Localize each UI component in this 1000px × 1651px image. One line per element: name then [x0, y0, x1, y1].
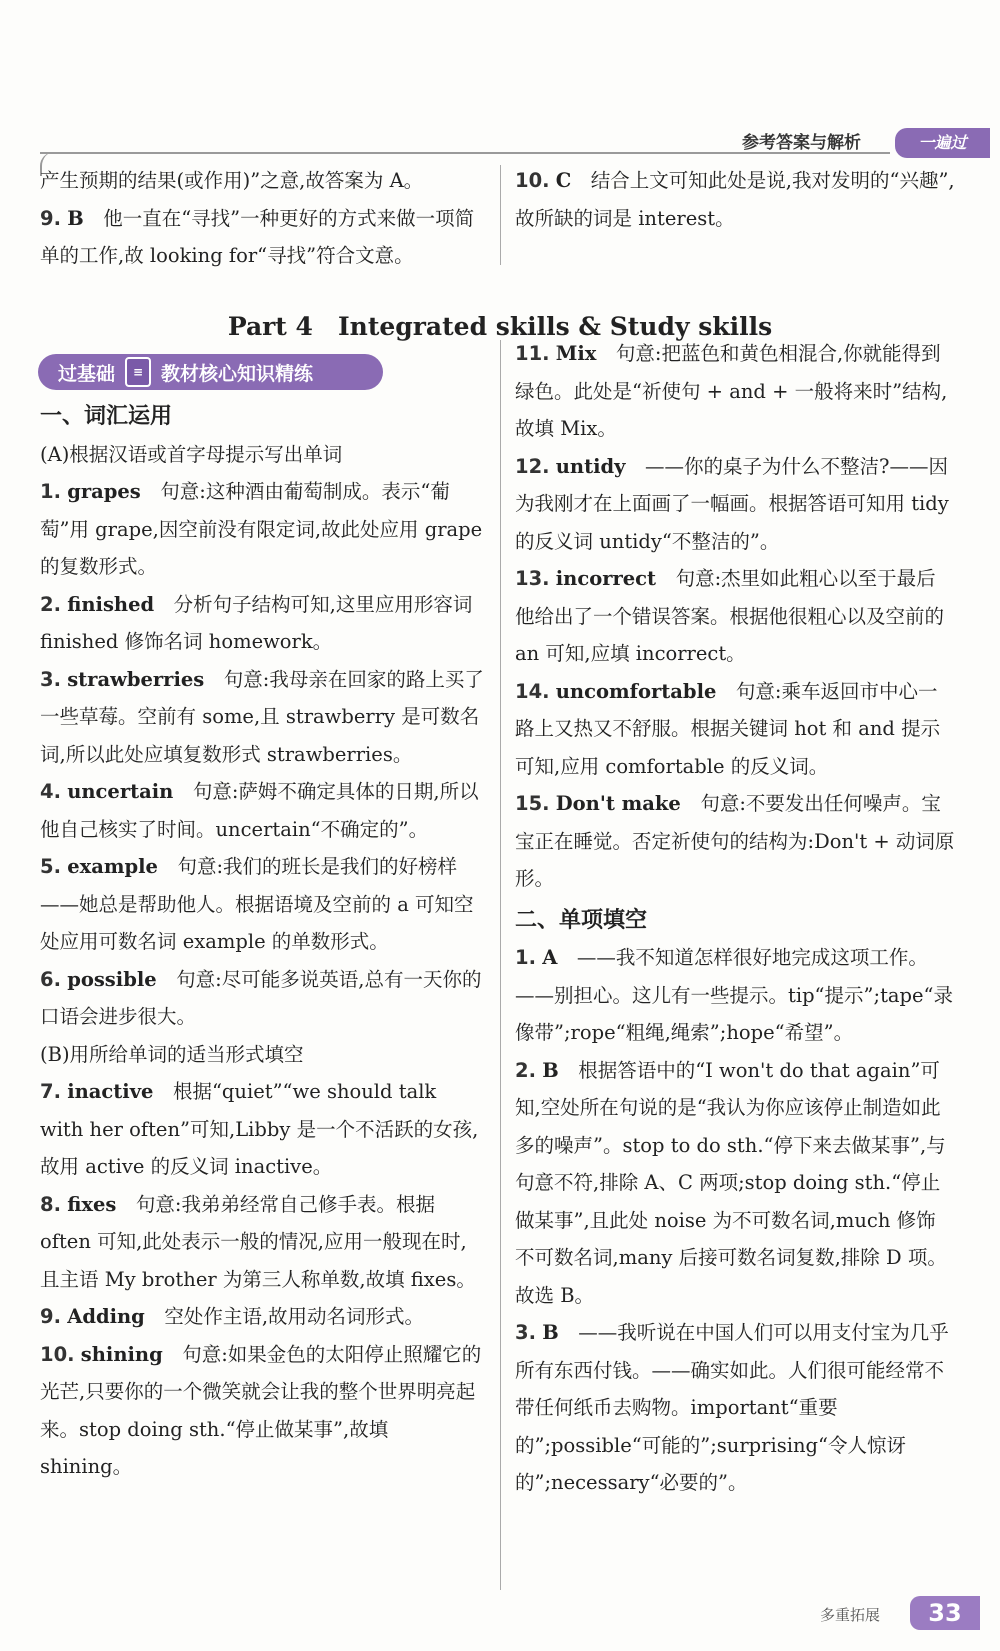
- item-explanation: 句意:杰里如此粗心以至于最后他给出了一个错误答案。根据他很粗心以及空前的 an 可知,应填 incorrect。: [515, 567, 945, 665]
- section1-subB: (B)用所给单词的适当形式填空: [40, 1042, 304, 1066]
- footer-tag: 多重拓展: [820, 1606, 881, 1624]
- item-explanation: ——我听说在中国人们可以用支付宝为几乎所有东西付钱。——确实如此。人们很可能经常不带任何纸币去购物。important“重要的”;possible“可能的”;surprising“令人惊讶的”;necessary“必要的”。: [515, 1321, 949, 1494]
- answer-item: [40, 200, 485, 275]
- item-answer: incorrect: [555, 567, 657, 590]
- item-answer: uncomfortable: [555, 679, 717, 703]
- part-title: Part 4 Integrated skills & Study skills: [227, 312, 773, 341]
- item-explanation: 产生预期的结果(或作用)”之意,故答案为 A。: [40, 169, 424, 192]
- item-number: 4.: [40, 780, 61, 803]
- answer-item: [40, 1336, 485, 1486]
- answer-item: [515, 1052, 955, 1315]
- item-answer: example: [67, 855, 158, 878]
- item-explanation: 句意:我母亲在回家的路上买了一些草莓。空前有 some,且 strawberry 是可数名词,所以此处应填复数形式 strawberries。: [40, 667, 484, 766]
- item-explanation: 句意:萨姆不确定具体的日期,所以他自己核实了时间。uncertain“不确定的”。: [40, 780, 479, 841]
- item-answer: fixes: [67, 1192, 117, 1216]
- item-answer: uncertain: [67, 780, 174, 803]
- top-left-column: [40, 162, 485, 275]
- item-answer: possible: [67, 967, 157, 991]
- page-number: 33: [910, 1596, 980, 1630]
- item-number: 9.: [40, 1305, 61, 1328]
- item-explanation: 句意:这种酒由葡萄制成。表示“葡萄”用 grape,因空前没有限定词,故此处应用 grape 的复数形式。: [40, 480, 483, 578]
- answer-item: [515, 939, 955, 1052]
- item-answer: Don't make: [555, 792, 681, 815]
- answer-item: [515, 448, 955, 561]
- item-number: 15.: [515, 792, 550, 815]
- section2-title: 二、单项填空: [515, 907, 648, 933]
- item-answer: C: [555, 169, 572, 192]
- item-answer: B: [542, 1321, 559, 1344]
- item-number: 5.: [40, 855, 61, 878]
- item-number: 1.: [40, 480, 61, 503]
- answer-item: [515, 785, 955, 898]
- brand-logo: 一遍过: [895, 128, 990, 158]
- answer-item: [40, 162, 485, 200]
- item-number: 14.: [515, 679, 550, 703]
- top-column-divider: [500, 165, 501, 265]
- section1-subA: (A)根据汉语或首字母提示写出单词: [40, 442, 343, 466]
- answer-item: [515, 673, 955, 786]
- item-explanation: 句意:我弟弟经常自己修手表。根据 often 可知,此处表示一般的情况,应用一般现在时,且主语 My brother 为第三人称单数,故填 fixes。: [40, 1192, 476, 1291]
- answer-item: [40, 773, 485, 848]
- item-answer: untidy: [555, 454, 626, 478]
- item-number: 1.: [515, 946, 536, 969]
- top-right-column: [515, 162, 955, 237]
- answer-item: [40, 1073, 485, 1186]
- item-number: 10.: [40, 1342, 75, 1366]
- item-explanation: 句意:乘车返回市中心一路上又热又不舒服。根据关键词 hot 和 and 提示可知,应用 comfortable 的反义词。: [515, 679, 941, 778]
- item-explanation: ——我不知道怎样很好地完成这项工作。——别担心。这儿有一些提示。tip“提示”;tape“录像带”;rope“粗绳,绳索”;hope“希望”。: [515, 946, 954, 1044]
- answer-item: [40, 848, 485, 961]
- item-answer: grapes: [67, 480, 141, 503]
- item-number: 11.: [515, 342, 550, 365]
- item-number: 9.: [40, 206, 61, 230]
- item-explanation: 分析句子结构可知,这里应用形容词 finished 修饰名词 homework。: [40, 592, 473, 653]
- item-number: 13.: [515, 567, 550, 590]
- section-banner: [38, 354, 383, 390]
- answer-item: [40, 473, 485, 586]
- item-explanation: 句意:不要发出任何噪声。宝宝正在睡觉。否定祈使句的结构为:Don't + 动词原形。: [515, 792, 955, 890]
- item-explanation: 句意:如果金色的太阳停止照耀它的光芒,只要你的一个微笑就会让我的整个世界明亮起来。stop doing sth.“停止做某事”,故填 shining。: [40, 1342, 482, 1478]
- header-title: 参考答案与解析: [742, 133, 861, 153]
- section1-title: 一、词汇运用: [40, 404, 173, 429]
- answer-item: [40, 661, 485, 774]
- answer-item: [40, 1186, 485, 1299]
- answer-item: [515, 1314, 955, 1502]
- item-answer: finished: [67, 592, 155, 616]
- item-number: 8.: [40, 1192, 61, 1216]
- item-number: 2.: [515, 1058, 536, 1082]
- notebook-icon: ≡: [125, 357, 151, 387]
- item-explanation: 句意:尽可能多说英语,总有一天你的口语会进步很大。: [40, 967, 482, 1028]
- item-explanation: ——你的桌子为什么不整洁?——因为我刚才在上面画了一幅画。根据答语可知用 tidy 的反义词 untidy“不整洁的”。: [515, 454, 949, 553]
- item-number: 3.: [515, 1321, 536, 1344]
- item-explanation: 他一直在“寻找”一种更好的方式来做一项简单的工作,故 looking for“寻找”符合文意。: [40, 206, 475, 267]
- item-number: 12.: [515, 454, 550, 478]
- answer-item: [40, 961, 485, 1036]
- column-divider: [500, 340, 501, 1590]
- item-explanation: 句意:我们的班长是我们的好榜样——她总是帮助他人。根据语境及空前的 a 可知空处应用可数名词 example 的单数形式。: [40, 855, 474, 953]
- item-answer: B: [542, 1058, 559, 1082]
- item-answer: Adding: [67, 1305, 145, 1328]
- item-number: 6.: [40, 967, 61, 991]
- left-items-a: [40, 473, 485, 1036]
- left-column: [40, 394, 485, 1486]
- answer-item: [515, 162, 955, 237]
- item-number: 3.: [40, 667, 61, 691]
- answer-item: [40, 586, 485, 661]
- left-items-b: [40, 1073, 485, 1486]
- item-number: 2.: [40, 592, 61, 616]
- item-explanation: 根据“quiet”“we should talk with her often”可知,Libby 是一个不活跃的女孩,故用 active 的反义词 inactive。: [40, 1080, 479, 1178]
- item-answer: Mix: [555, 342, 597, 365]
- item-answer: A: [542, 946, 558, 969]
- item-number: 10.: [515, 169, 550, 192]
- item-answer: inactive: [67, 1080, 154, 1103]
- answer-item: [515, 560, 955, 673]
- answer-item: [40, 1298, 485, 1336]
- item-number: 7.: [40, 1080, 61, 1103]
- right-items-2: [515, 939, 955, 1502]
- item-answer: shining: [80, 1342, 163, 1366]
- item-explanation: 结合上文可知此处是说,我对发明的“兴趣”,故所缺的词是 interest。: [515, 169, 955, 230]
- item-explanation: 根据答语中的“I won't do that again”可知,空处所在句说的是“我认为你应该停止制造如此多的噪声”。stop to do sth.“停下来去做某事”,与句意不符,排除 A、C 两项;stop doing sth.“停止做某事”,且此处 noise 为不可数名词,much 修饰不可数名词,many 后接可数名词复数,排除 D 项。故选 B。: [515, 1058, 947, 1307]
- right-items-1: [515, 335, 955, 898]
- item-explanation: 句意:把蓝色和黄色相混合,你就能得到绿色。此处是“祈使句 + and + 一般将来时”结构,故填 Mix。: [515, 342, 948, 440]
- item-answer: B: [67, 206, 84, 230]
- banner-left-label: 过基础: [58, 362, 116, 385]
- banner-right-label: 教材核心知识精练: [161, 362, 314, 385]
- item-explanation: 空处作主语,故用动名词形式。: [164, 1305, 425, 1328]
- item-answer: strawberries: [67, 667, 205, 691]
- right-column: [515, 335, 955, 1502]
- answer-item: [515, 335, 955, 448]
